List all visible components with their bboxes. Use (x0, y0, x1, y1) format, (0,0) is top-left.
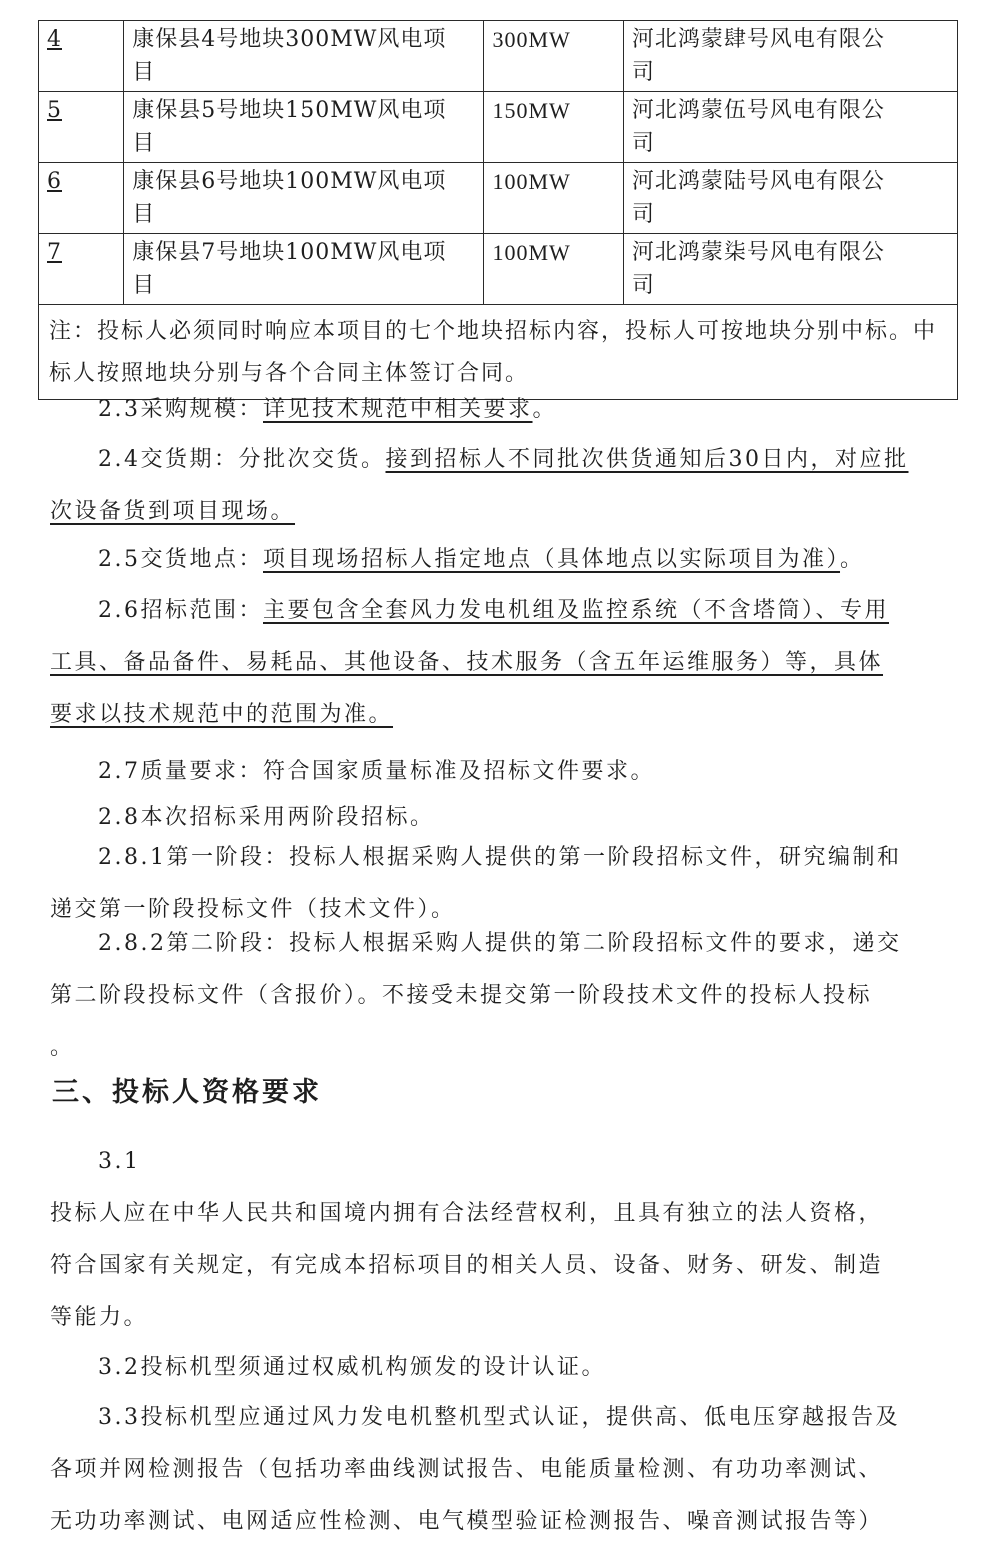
section-2-3-value: 详见技术规范中相关要求 (263, 397, 533, 422)
section-2-6-label: 2.6招标范围： (98, 598, 263, 623)
company-name: 河北鸿蒙肆号风电有限公 (631, 27, 885, 52)
section-2-5-value: 项目现场招标人指定地点（具体地点以实际项目为准） (263, 547, 841, 572)
section-2-8-2-text: 2.8.2第二阶段：投标人根据采购人提供的第二阶段招标文件的要求，递交 (98, 931, 902, 956)
row-number: 5 (47, 98, 62, 123)
company-name-cont: 司 (631, 202, 655, 227)
row-number: 6 (47, 169, 62, 194)
section-2-6-value-cont: 工具、备品备件、易耗品、其他设备、技术服务（含五年运维服务）等，具体 (50, 650, 884, 675)
section-3-3-text-end: 无功功率测试、电网适应性检测、电气模型验证检测报告、噪音测试报告等） (50, 1509, 884, 1534)
capacity: 150MW (484, 92, 623, 163)
project-name: 康保县7号地块100MW风电项 (132, 240, 447, 265)
capacity: 300MW (484, 21, 623, 92)
section-3-1-text-cont: 符合国家有关规定，有完成本招标项目的相关人员、设备、财务、研发、制造 (50, 1253, 884, 1278)
section-heading-3: 三、投标人资格要求 (52, 1077, 322, 1108)
row-number: 4 (47, 27, 62, 52)
section-2-7 (50, 746, 950, 798)
section-2-3 (50, 384, 950, 436)
company-name: 河北鸿蒙陆号风电有限公 (631, 169, 885, 194)
section-3-1-text-end: 等能力。 (50, 1305, 149, 1330)
section-2-8-2-text-end: 。 (50, 1035, 75, 1060)
section-2-3-label: 2.3采购规模： (98, 397, 263, 422)
section-3-3-text-cont: 各项并网检测报告（包括功率曲线测试报告、电能质量检测、有功功率测试、 (50, 1457, 884, 1482)
project-name-cont: 目 (132, 60, 156, 85)
project-name: 康保县4号地块300MW风电项 (132, 27, 447, 52)
company-name: 河北鸿蒙伍号风电有限公 (631, 98, 885, 123)
section-2-8-1-text: 2.8.1第一阶段：投标人根据采购人提供的第一阶段招标文件，研究编制和 (98, 845, 902, 870)
section-2-8-text: 2.8本次招标采用两阶段招标。 (98, 805, 435, 830)
company-name-cont: 司 (631, 273, 655, 298)
section-3-1 (50, 1136, 950, 1344)
section-3-1-text: 投标人应在中华人民共和国境内拥有合法经营权利，且具有独立的法人资格， (50, 1201, 884, 1226)
company-name-cont: 司 (631, 60, 655, 85)
capacity: 100MW (484, 163, 623, 234)
section-3-1-number: 3.1 (98, 1149, 141, 1174)
project-table (38, 20, 958, 400)
row-number: 7 (47, 240, 62, 265)
section-2-5-label: 2.5交货地点： (98, 547, 263, 572)
table-row (39, 92, 958, 163)
section-3-2 (50, 1342, 950, 1394)
section-2-8-2 (50, 918, 950, 1074)
section-2-7-text: 2.7质量要求：符合国家质量标准及招标文件要求。 (98, 759, 655, 784)
project-name-cont: 目 (132, 202, 156, 227)
section-2-4 (50, 434, 950, 538)
project-name: 康保县6号地块100MW风电项 (132, 169, 447, 194)
section-2-5 (50, 534, 950, 586)
project-name-cont: 目 (132, 131, 156, 156)
section-2-6-value-end: 要求以技术规范中的范围为准。 (50, 702, 394, 727)
table-note: 注：投标人必须同时响应本项目的七个地块招标内容，投标人可按地块分别中标。中标人按照地块分别与各个合同主体签订合同。 (39, 305, 958, 400)
section-2-8-1-text-cont: 递交第一阶段投标文件（技术文件）。 (50, 897, 456, 922)
section-2-5-end: 。 (840, 547, 865, 572)
section-2-4-label: 2.4交货期：分批次交货。 (98, 447, 386, 472)
section-2-8-2-text-cont: 第二阶段投标文件（含报价）。不接受未提交第一阶段技术文件的投标人投标 (50, 983, 873, 1008)
company-name: 河北鸿蒙柒号风电有限公 (631, 240, 885, 265)
section-2-4-value-cont: 次设备货到项目现场。 (50, 499, 296, 524)
table-row (39, 234, 958, 305)
section-3-3-text: 3.3投标机型应通过风力发电机整机型式认证，提供高、低电压穿越报告及 (98, 1405, 900, 1430)
table-row (39, 163, 958, 234)
section-3-2-text: 3.2投标机型须通过权威机构颁发的设计认证。 (98, 1355, 606, 1380)
project-name-cont: 目 (132, 273, 156, 298)
table-row (39, 21, 958, 92)
section-2-4-value: 接到招标人不同批次供货通知后30日内，对应批 (385, 447, 909, 472)
capacity: 100MW (484, 234, 623, 305)
project-name: 康保县5号地块150MW风电项 (132, 98, 447, 123)
company-name-cont: 司 (631, 131, 655, 156)
section-2-3-end: 。 (532, 397, 558, 422)
section-2-6 (50, 585, 950, 741)
section-2-6-value: 主要包含全套风力发电机组及监控系统（不含塔筒）、专用 (263, 598, 890, 623)
section-3-3 (50, 1392, 950, 1548)
